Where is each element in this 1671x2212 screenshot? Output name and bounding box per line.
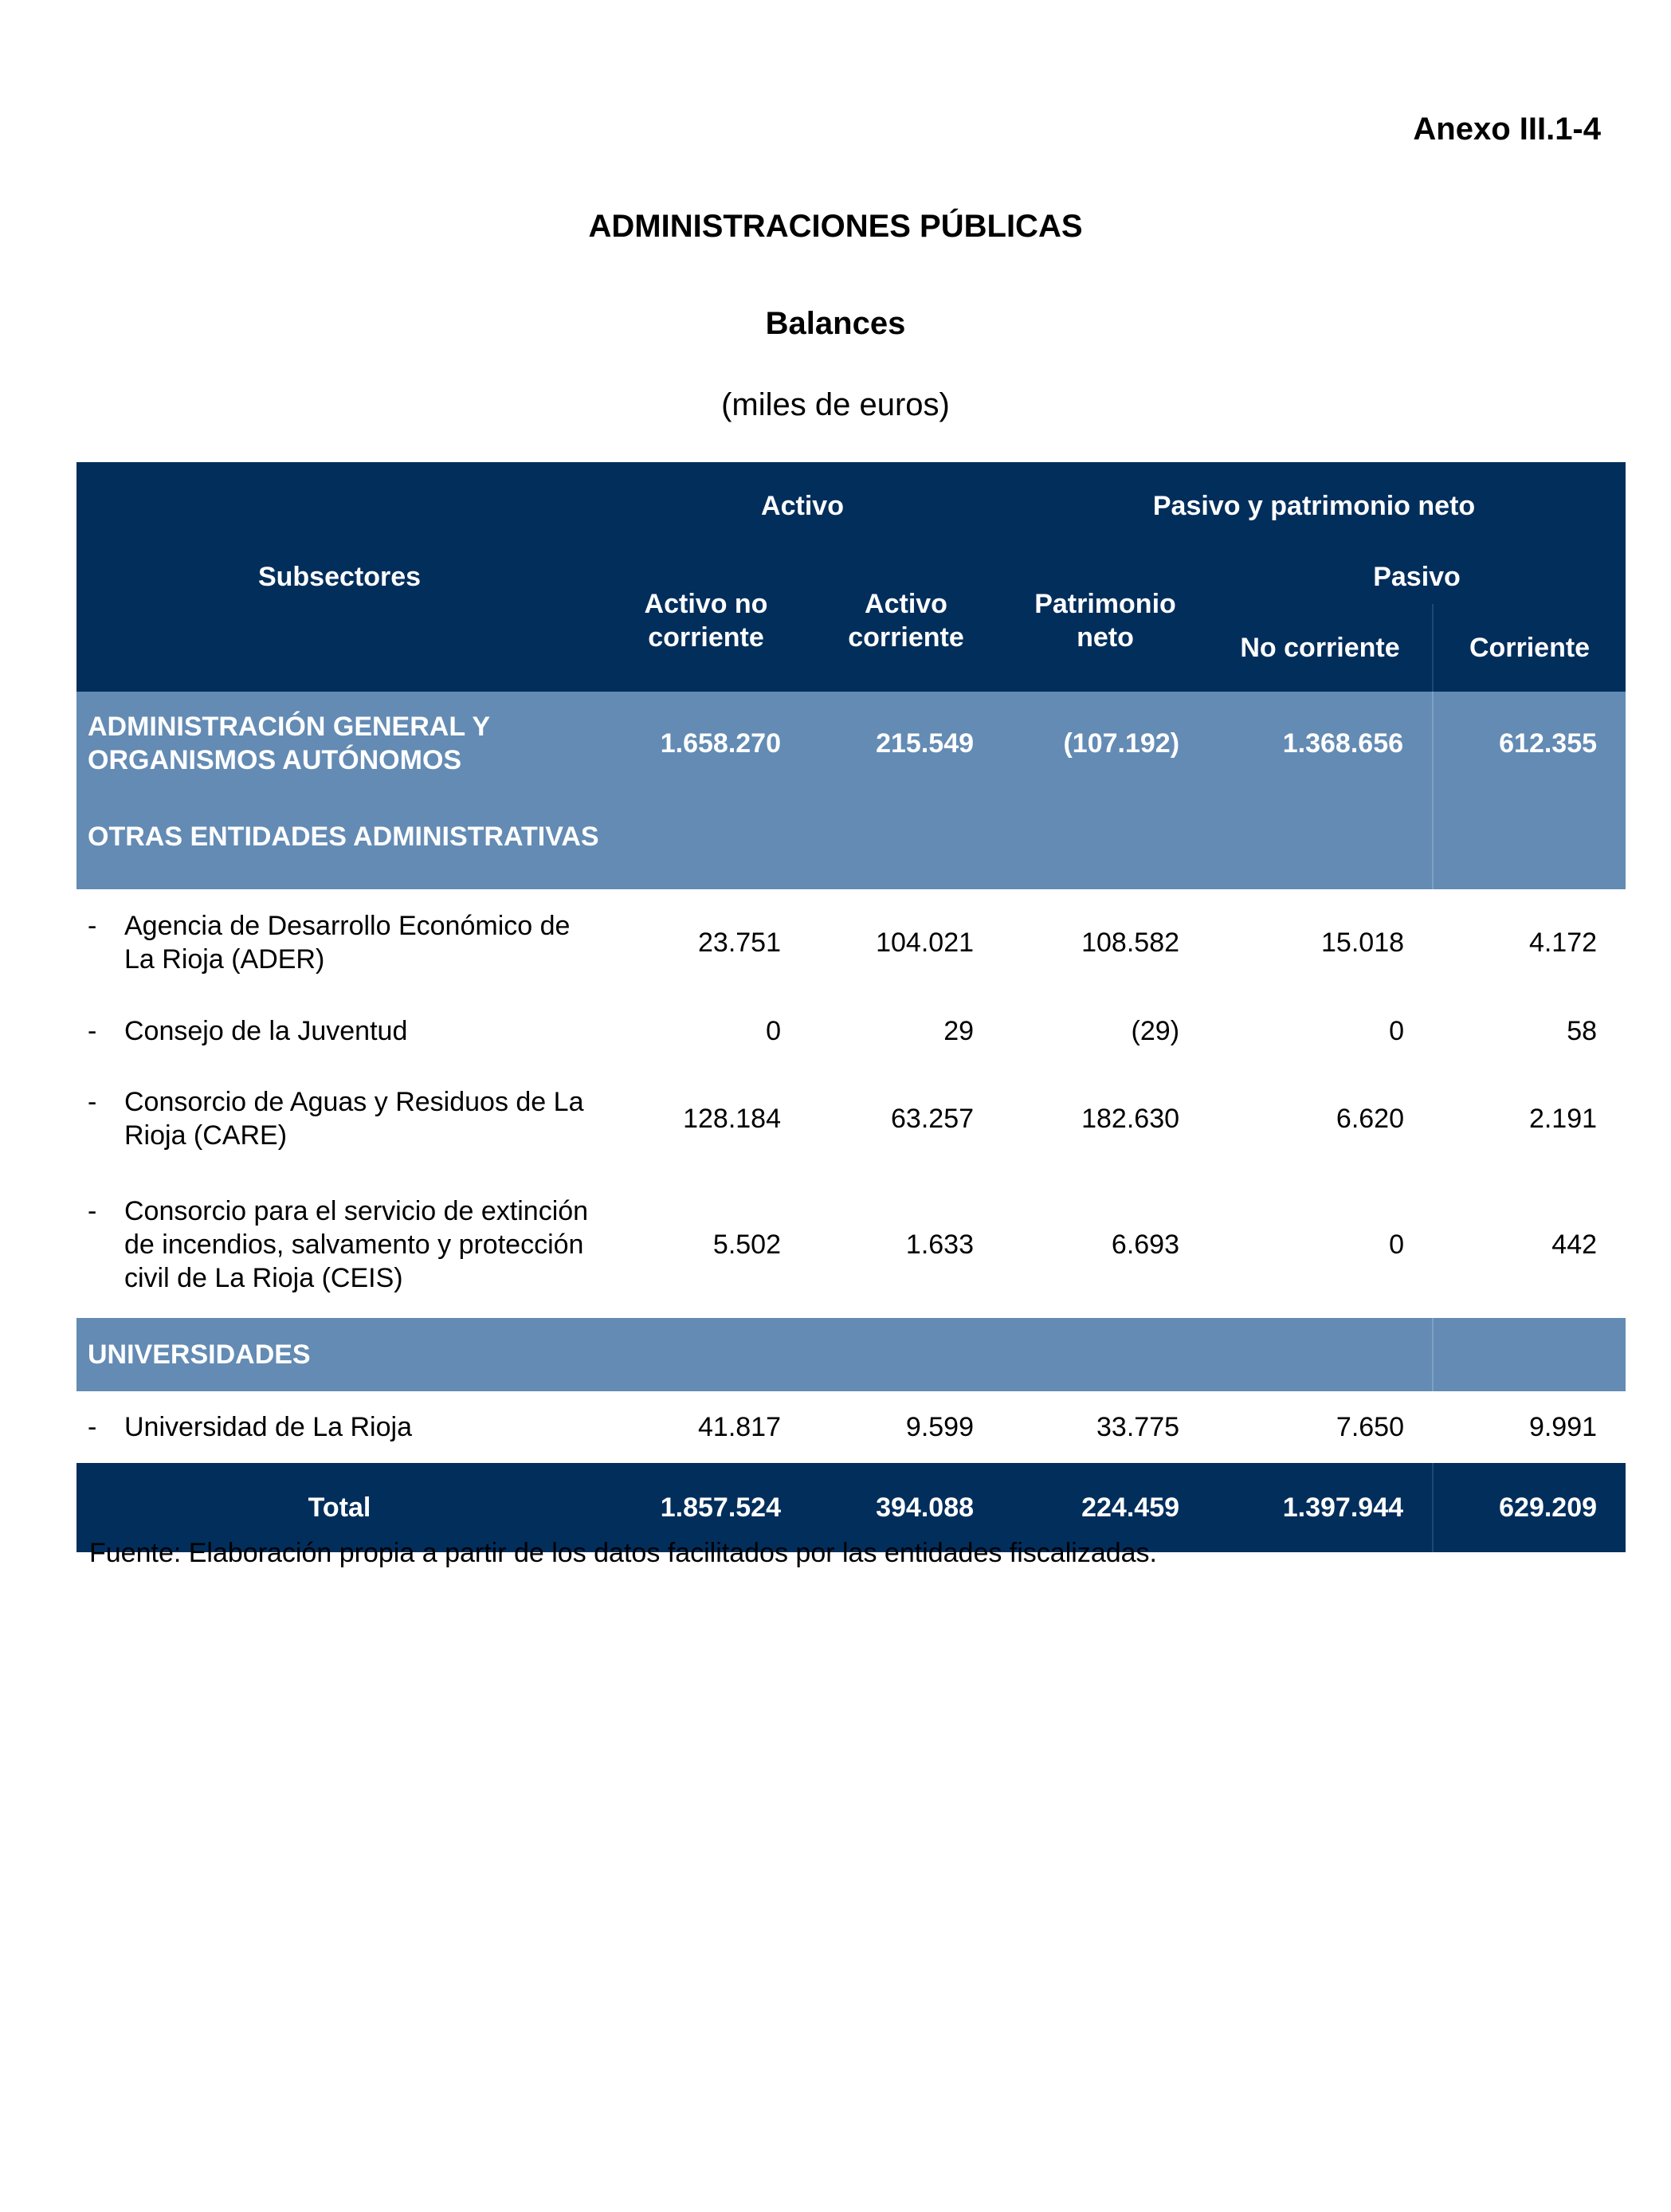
value-cell: 108.582 bbox=[1081, 927, 1180, 958]
row-dash: - bbox=[88, 911, 97, 941]
value-cell: 15.018 bbox=[1321, 927, 1405, 958]
header-subsectores: Subsectores bbox=[76, 462, 602, 692]
row-label-text: Consorcio para el servicio de extinción de incendios, salvamento y protección civil de La Rioja (CEIS) bbox=[124, 1196, 589, 1293]
empty-cell bbox=[1002, 795, 1208, 889]
value-cell: 0 bbox=[1389, 1229, 1405, 1260]
value-cell: 2.191 bbox=[1528, 1103, 1598, 1134]
page-subtitle: Balances bbox=[765, 306, 906, 341]
empty-cell bbox=[1433, 1318, 1626, 1391]
total-label: Total bbox=[308, 1492, 371, 1523]
value-cell: 58 bbox=[1567, 1015, 1598, 1046]
section-row-admin bbox=[76, 692, 1626, 795]
value-cell: 9.991 bbox=[1528, 1411, 1598, 1442]
value-cell: 63.257 bbox=[891, 1103, 975, 1134]
value-cell: 1.658.270 bbox=[660, 728, 781, 759]
empty-cell bbox=[602, 1318, 810, 1391]
row-label-text: Universidad de La Rioja bbox=[124, 1412, 412, 1442]
header-activo-corriente bbox=[810, 550, 1002, 692]
header-activo-no-corriente-text: Activo no corriente bbox=[644, 589, 768, 653]
value-cell: 29 bbox=[943, 1015, 975, 1046]
value-cell: 0 bbox=[766, 1015, 781, 1046]
value-cell: 104.021 bbox=[876, 927, 975, 958]
empty-cell bbox=[1208, 795, 1433, 889]
header-pasivo-patrimonio: Pasivo y patrimonio neto bbox=[1002, 462, 1626, 550]
value-cell: 0 bbox=[1389, 1015, 1405, 1046]
value-cell: 7.650 bbox=[1336, 1411, 1405, 1442]
section-row-otras bbox=[76, 795, 1626, 889]
value-cell: 6.693 bbox=[1111, 1229, 1180, 1260]
table-row bbox=[76, 1066, 1626, 1171]
empty-cell bbox=[810, 795, 1002, 889]
row-label-text: Consejo de la Juventud bbox=[124, 1016, 408, 1046]
total-value: 1.857.524 bbox=[660, 1492, 781, 1523]
section-row-universidades bbox=[76, 1318, 1626, 1391]
section-label: UNIVERSIDADES bbox=[88, 1339, 311, 1370]
value-cell: 33.775 bbox=[1096, 1411, 1180, 1442]
total-value: 224.459 bbox=[1081, 1492, 1180, 1523]
value-cell: 1.368.656 bbox=[1282, 728, 1404, 759]
row-dash: - bbox=[88, 1196, 97, 1226]
row-label-text: Agencia de Desarrollo Económico de La Rioja (ADER) bbox=[124, 911, 571, 975]
annex-label: Anexo III.1-4 bbox=[1413, 112, 1601, 147]
row-dash: - bbox=[88, 1016, 97, 1046]
empty-cell bbox=[810, 1318, 1002, 1391]
table-row bbox=[76, 1171, 1626, 1318]
section-label: OTRAS ENTIDADES ADMINISTRATIVAS bbox=[88, 822, 599, 852]
source-note: Fuente: Elaboración propia a partir de los datos facilitados por las entidades fiscalizadas. bbox=[89, 1538, 1157, 1568]
page-title: ADMINISTRACIONES PÚBLICAS bbox=[588, 209, 1083, 244]
value-cell: (107.192) bbox=[1063, 728, 1180, 759]
empty-cell bbox=[602, 795, 810, 889]
table-row bbox=[76, 996, 1626, 1066]
header-activo: Activo bbox=[602, 462, 1002, 550]
section-label: ADMINISTRACIÓN GENERAL Y ORGANISMOS AUTÓNOMOS bbox=[88, 712, 490, 775]
empty-cell bbox=[1208, 1318, 1433, 1391]
row-label bbox=[76, 889, 602, 996]
value-cell: 128.184 bbox=[683, 1103, 781, 1134]
row-label-text: Consorcio de Aguas y Residuos de La Rioja (CARE) bbox=[124, 1087, 584, 1151]
header-patrimonio-neto-text: Patrimonio neto bbox=[1034, 589, 1176, 653]
row-dash: - bbox=[88, 1087, 97, 1117]
total-value: 629.209 bbox=[1433, 1463, 1626, 1552]
header-activo-corriente-text: Activo corriente bbox=[848, 589, 964, 653]
value-cell: 5.502 bbox=[712, 1229, 781, 1260]
value-cell: 215.549 bbox=[876, 728, 975, 759]
row-label bbox=[76, 1066, 602, 1171]
table-row bbox=[76, 889, 1626, 996]
units-note: (miles de euros) bbox=[721, 387, 950, 422]
empty-cell bbox=[1433, 795, 1626, 889]
value-cell: 6.620 bbox=[1336, 1103, 1405, 1134]
value-cell: 9.599 bbox=[905, 1411, 975, 1442]
value-cell: 612.355 bbox=[1433, 692, 1626, 795]
total-value: 1.397.944 bbox=[1282, 1492, 1404, 1523]
header-activo-no-corriente bbox=[602, 550, 810, 692]
row-dash: - bbox=[88, 1412, 97, 1442]
value-cell: (29) bbox=[1131, 1015, 1180, 1046]
value-cell: 1.633 bbox=[905, 1229, 975, 1260]
value-cell: 23.751 bbox=[698, 927, 781, 958]
empty-cell bbox=[1002, 1318, 1208, 1391]
row-label bbox=[76, 1171, 602, 1318]
header-patrimonio-neto bbox=[1002, 550, 1208, 692]
value-cell: 4.172 bbox=[1528, 927, 1598, 958]
header-corriente: Corriente bbox=[1433, 604, 1626, 692]
header-pasivo: Pasivo bbox=[1208, 550, 1626, 604]
total-value: 394.088 bbox=[876, 1492, 975, 1523]
table-row bbox=[76, 1391, 1626, 1463]
value-cell: 41.817 bbox=[698, 1411, 781, 1442]
row-label bbox=[76, 1391, 602, 1463]
row-label bbox=[76, 996, 602, 1066]
balances-table bbox=[76, 462, 1626, 1552]
header-no-corriente: No corriente bbox=[1208, 604, 1433, 692]
value-cell: 182.630 bbox=[1081, 1103, 1180, 1134]
value-cell: 442 bbox=[1551, 1229, 1598, 1260]
